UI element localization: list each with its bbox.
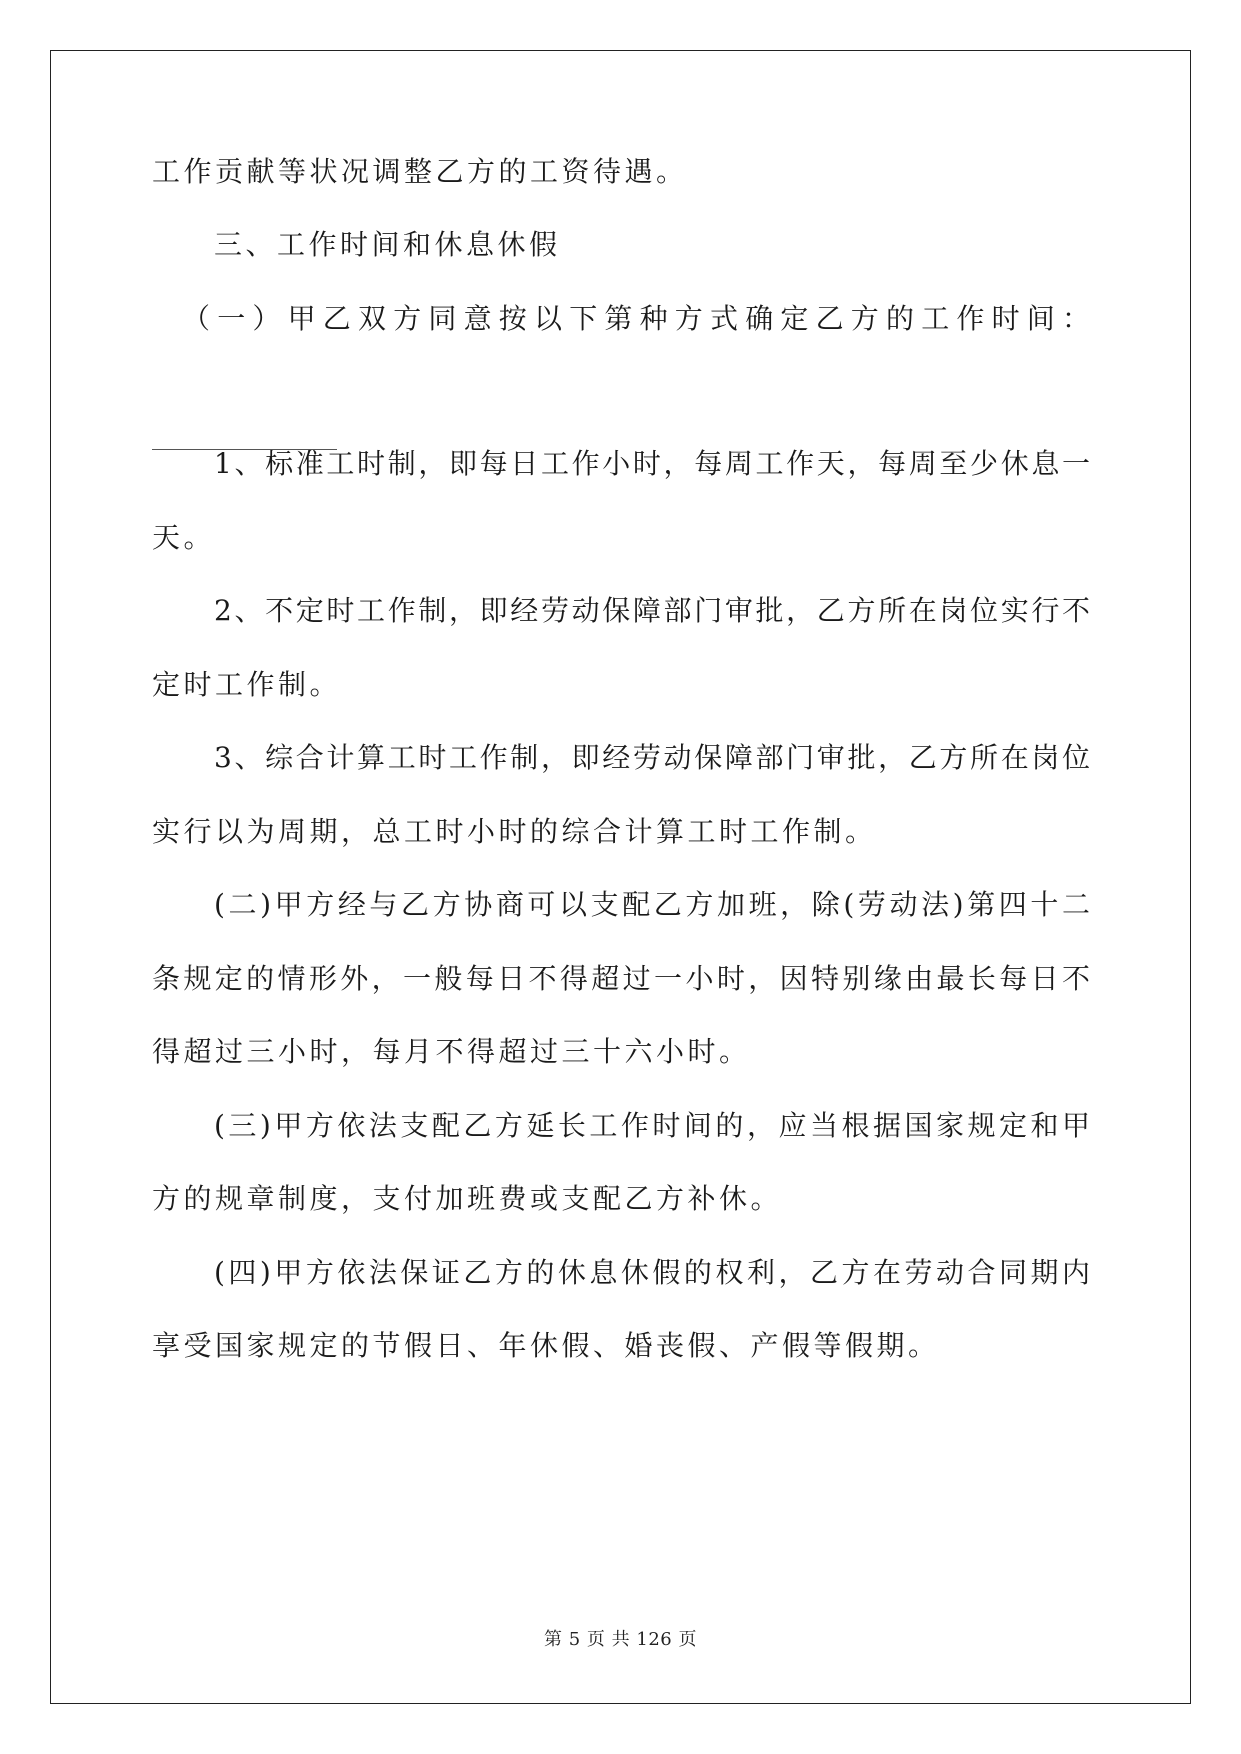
paragraph-line: 得超过三小时，每月不得超过三十六小时。 — [152, 1035, 751, 1068]
paragraph-line: 定时工作制。 — [152, 668, 342, 701]
paragraph-line: 方的规章制度，支付加班费或支配乙方补休。 — [152, 1182, 783, 1215]
paragraph-line: (四)甲方依法保证乙方的休息休假的权利，乙方在劳动合同期内 — [214, 1256, 1090, 1289]
fill-in-blank-line — [152, 449, 337, 450]
paragraph-line: 享受国家规定的节假日、年休假、婚丧假、产假等假期。 — [152, 1329, 940, 1362]
paragraph-line: (二)甲方经与乙方协商可以支配乙方加班，除(劳动法)第四十二 — [214, 888, 1090, 921]
paragraph-line: (三)甲方依法支配乙方延长工作时间的，应当根据国家规定和甲 — [214, 1109, 1090, 1142]
paragraph-line: 2、不定时工作制，即经劳动保障部门审批，乙方所在岗位实行不 — [214, 594, 1090, 627]
paragraph-line: 工作贡献等状况调整乙方的工资待遇。 — [152, 155, 688, 188]
section-heading: 三、工作时间和休息休假 — [214, 228, 561, 261]
paragraph-line: 1、标准工时制，即每日工作小时，每周工作天，每周至少休息一 — [214, 447, 1090, 480]
page-number-footer: 第 5 页 共 126 页 — [544, 1629, 697, 1650]
paragraph-line: 3、综合计算工时工作制，即经劳动保障部门审批，乙方所在岗位 — [214, 741, 1090, 774]
paragraph-line: 天。 — [152, 521, 216, 554]
paragraph-line: 实行以为周期，总工时小时的综合计算工时工作制。 — [152, 815, 877, 848]
paragraph-line: （一）甲乙双方同意按以下第种方式确定乙方的工作时间： — [182, 302, 1090, 335]
paragraph-line: 条规定的情形外，一般每日不得超过一小时，因特别缘由最长每日不 — [152, 962, 1090, 995]
